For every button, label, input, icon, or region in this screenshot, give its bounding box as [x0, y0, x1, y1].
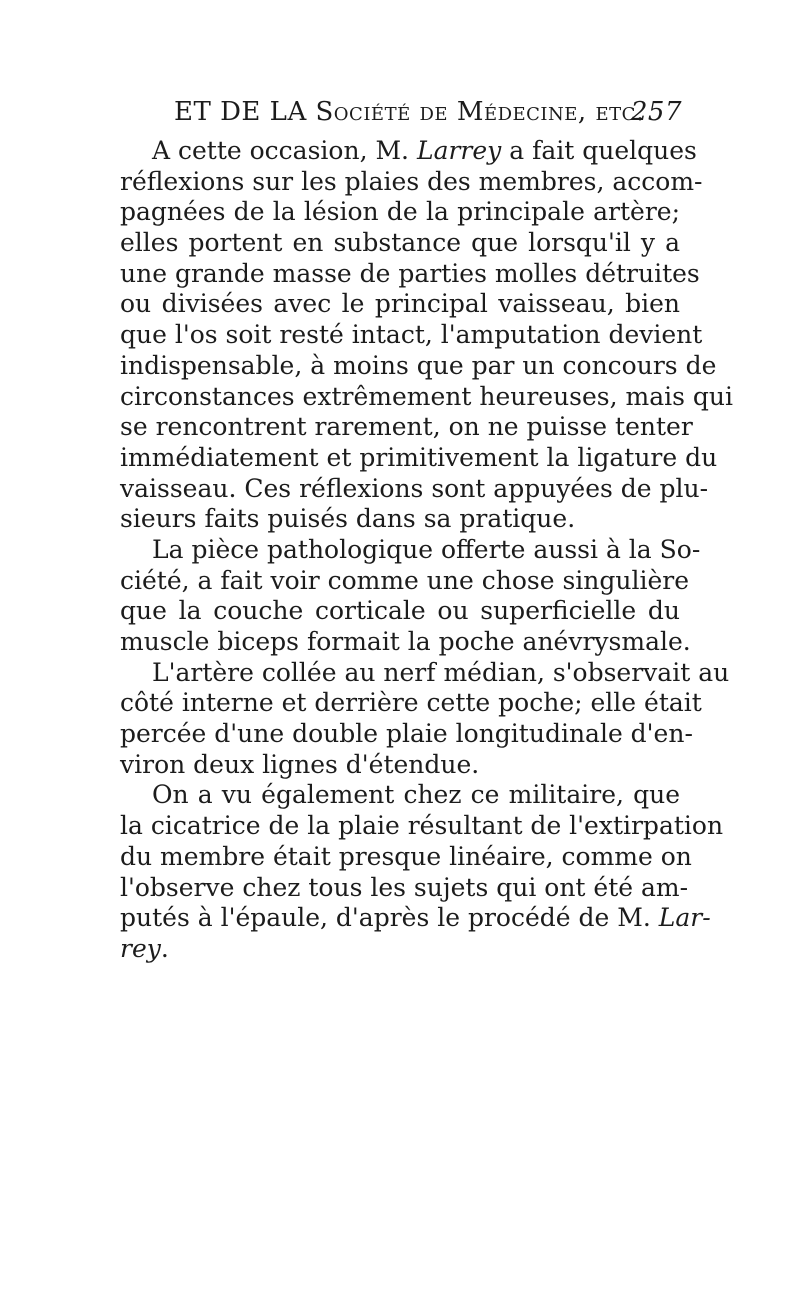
italic-name: rey [120, 933, 161, 963]
text-line [120, 627, 691, 658]
text-span: putés à l'épaule, d'après le procédé de M. [120, 903, 659, 933]
text-line [120, 228, 680, 259]
text-span: viron deux lignes d'étendue. [120, 749, 480, 779]
text-span: pagnées de la lésion de la principale artère; [120, 197, 680, 227]
text-line [120, 289, 680, 320]
text-span: . [160, 933, 169, 963]
text-line [120, 872, 689, 904]
text-line [120, 934, 680, 965]
text-span: que l'os soit resté intact, l'amputation devient [120, 320, 703, 350]
text-line [120, 657, 730, 689]
text-line [120, 780, 680, 811]
text-line [120, 903, 711, 934]
text-line [120, 811, 724, 842]
text-span: que la couche corticale ou superficielle du [120, 596, 680, 626]
text-line [120, 841, 692, 873]
text-line [120, 719, 693, 750]
text-line [120, 350, 717, 382]
text-span: l'observe chez tous les sujets qui ont été am- [120, 872, 689, 902]
text-span: muscle biceps formait la poche anévrysmale. [120, 627, 691, 656]
text-line [120, 258, 700, 290]
running-head [174, 94, 682, 130]
text-span: A cette occasion, M. [152, 136, 417, 165]
text-line [120, 166, 703, 198]
text-span: On a vu également chez ce militaire, que [152, 780, 680, 810]
text-span: L'artère collée au nerf médian, s'observait au [152, 657, 730, 687]
italic-name: Larrey [416, 136, 502, 165]
text-span: ciété, a fait voir comme une chose singulière [120, 565, 690, 595]
text-line [120, 688, 702, 719]
page-number: 257 [630, 97, 682, 127]
text-span: circonstances extrêmement heureuses, mais qui [120, 381, 734, 411]
text-span: du membre était presque linéaire, comme on [120, 841, 692, 871]
text-span: indispensable, à moins que par un concours de [120, 350, 717, 380]
text-span: côté interne et derrière cette poche; elle était [120, 688, 702, 718]
text-line [120, 596, 680, 627]
text-line [120, 504, 680, 535]
text-span: se rencontrent rarement, on ne puisse tenter [120, 412, 693, 442]
text-span: la cicatrice de la plaie résultant de l'extirpation [120, 811, 724, 841]
text-span: elles portent en substance que lorsqu'il y a [120, 228, 680, 258]
text-span: réflexions sur les plaies des membres, accom- [120, 166, 703, 196]
text-line [120, 197, 680, 228]
text-span: une grande masse de parties molles détruites [120, 258, 700, 288]
body-text [120, 136, 734, 965]
text-line [120, 473, 709, 505]
text-span: sieurs faits puisés dans sa pratique. [120, 504, 576, 534]
text-line [120, 442, 718, 474]
text-line [120, 136, 697, 167]
text-line [120, 320, 703, 351]
text-line [120, 412, 693, 443]
text-line [120, 381, 734, 413]
italic-name: Lar- [658, 903, 711, 933]
text-span: ou divisées avec le principal vaisseau, bien [120, 289, 680, 319]
running-head-title: ET DE LA Société de Médecine, etc. [174, 97, 645, 127]
text-line [120, 565, 690, 597]
text-span: La pièce pathologique offerte aussi à la So- [152, 534, 701, 564]
text-span: vaisseau. Ces réflexions sont appuyées de plu- [120, 473, 709, 503]
text-span: percée d'une double plaie longitudinale d'en- [120, 719, 693, 749]
text-span: immédiatement et primitivement la ligature du [120, 442, 718, 472]
text-span: a fait quelques [501, 136, 697, 165]
text-line [120, 534, 701, 566]
text-line [120, 750, 680, 781]
